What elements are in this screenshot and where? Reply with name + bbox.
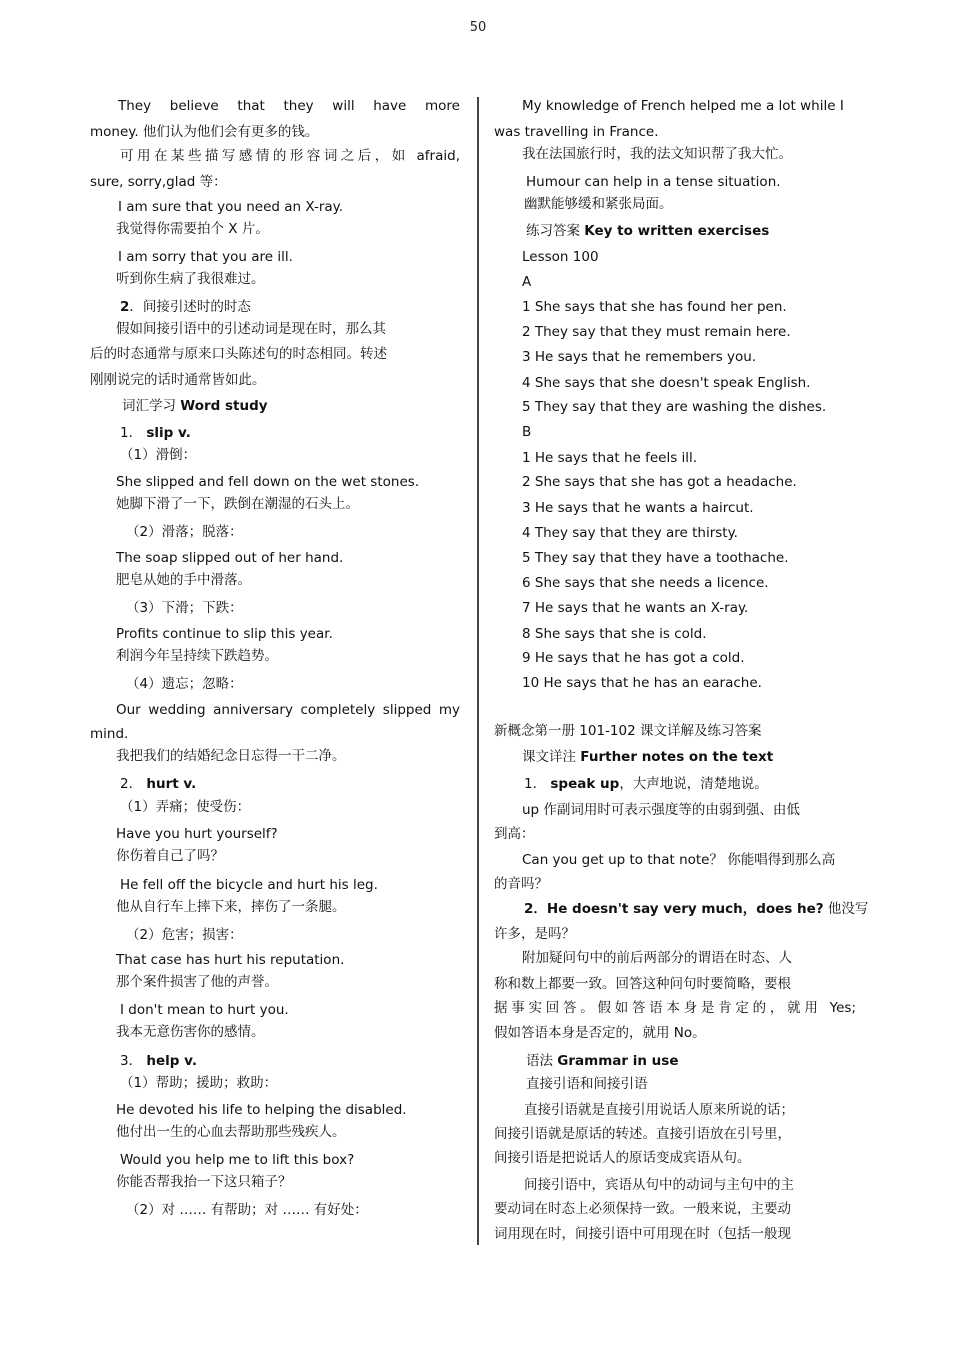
line-text: 间接引语是把说话人的原话变成宾语从句。 — [494, 1150, 751, 1166]
line-text: 附加疑问句中的前后两部分的谓语在时态、人 — [522, 950, 792, 966]
line-text: 词用现在时，间接引语中可用现在时（包括一般现 — [494, 1226, 791, 1242]
text-line — [120, 798, 250, 816]
line-text: 7 He says that he wants an X-ray. — [522, 600, 749, 616]
line-text: （1）滑倒： — [120, 447, 197, 463]
text-line — [494, 1225, 791, 1243]
text-line — [120, 1151, 354, 1169]
text-line — [522, 145, 792, 163]
line-text: I am sorry that you are ill. — [118, 249, 293, 265]
line-tail: ，大声地说，清楚地说。 — [619, 776, 768, 792]
text-line — [524, 775, 768, 793]
text-line — [126, 523, 243, 541]
line-text: Would you help me to lift this box? — [120, 1152, 355, 1168]
line-text: 4 They say that they are thirsty. — [522, 525, 738, 541]
page-number: 50 — [469, 20, 487, 35]
text-line — [522, 649, 745, 667]
text-line — [120, 1001, 289, 1019]
text-line — [116, 1023, 265, 1041]
text-line — [494, 1149, 751, 1167]
line-text: I don't mean to hurt you. — [120, 1002, 289, 1018]
line-text: 5 They say that they have a toothache. — [522, 550, 789, 566]
line-text: 4 She says that she doesn't speak English. — [522, 375, 811, 391]
text-line — [116, 625, 333, 643]
text-line — [522, 674, 762, 692]
line-text: 幽默能够缓和紧张局面。 — [524, 196, 673, 212]
line-text: mind. — [90, 726, 129, 742]
line-text: They believe that they will have more — [118, 98, 460, 114]
line-text: 1 He says that he feels ill. — [522, 450, 698, 466]
line-text: 1． — [120, 425, 147, 441]
text-line — [522, 851, 835, 869]
line-text: Can you get up to that note？ 你能唱得到那么高 — [522, 852, 836, 868]
text-line — [494, 999, 856, 1017]
text-line — [494, 123, 659, 141]
line-text: 8 She says that she is cold. — [522, 626, 707, 642]
line-text: sure, sorry,glad 等： — [90, 174, 227, 190]
line-text: 利润今年呈持续下跌趋势。 — [116, 648, 278, 664]
line-text: 我把我们的结婚纪念日忘得一干二净。 — [116, 748, 346, 764]
line-text: 课文详注 — [522, 749, 581, 765]
text-line — [90, 725, 128, 743]
section-number: 2 — [120, 299, 130, 315]
text-line — [120, 1052, 197, 1070]
bold-heading: slip v. — [146, 425, 191, 441]
text-line — [522, 273, 531, 291]
text-line — [118, 198, 343, 216]
line-text: She slipped and fell down on the wet stones. — [116, 474, 420, 490]
line-text: was travelling in France. — [494, 124, 659, 140]
text-line — [494, 875, 548, 893]
text-line — [120, 876, 378, 894]
line-text: 到高： — [494, 826, 535, 842]
line-text: 2． — [120, 776, 147, 792]
text-line — [120, 147, 460, 165]
line-text: He devoted his life to helping the disabled. — [116, 1102, 407, 1118]
bold-heading: Further notes on the text — [580, 749, 774, 765]
line-text: （1）帮助；援助；救助： — [120, 1075, 278, 1091]
text-line — [116, 898, 346, 916]
text-line — [522, 801, 800, 819]
text-line — [522, 398, 826, 416]
bold-heading: Word study — [180, 398, 268, 414]
line-text: 那个案件损害了他的声誉。 — [116, 974, 278, 990]
text-line — [120, 298, 251, 316]
line-tail: 他没写 — [823, 901, 869, 917]
text-line — [522, 748, 773, 766]
text-line — [524, 195, 673, 213]
text-line — [522, 423, 531, 441]
line-text: money. 他们认为他们会有更多的钱。 — [90, 124, 319, 140]
line-text: 练习答案 — [526, 223, 585, 239]
text-line — [494, 1125, 791, 1143]
line-text: （3）下滑；下跌： — [126, 600, 243, 616]
text-line — [522, 599, 748, 617]
text-line — [522, 374, 810, 392]
text-line — [522, 248, 599, 266]
line-text: 2 She says that she has got a headache. — [522, 474, 797, 490]
text-line — [116, 320, 386, 338]
bold-term: speak up — [550, 776, 620, 792]
line-text: 的音吗？ — [494, 876, 548, 892]
line-text: 他付出一生的心血去帮助那些残疾人。 — [116, 1124, 346, 1140]
text-line — [524, 1176, 794, 1194]
line-text: 假如答语本身是否定的，就用 No。 — [494, 1025, 706, 1041]
line-text: 直接引语就是直接引用说话人原来所说的话； — [524, 1102, 794, 1118]
text-line — [120, 424, 191, 442]
text-line — [526, 1052, 679, 1070]
text-line — [116, 220, 269, 238]
line-text: ．间接引述时的时态 — [129, 299, 251, 315]
line-text: 9 He says that he has got a cold. — [522, 650, 745, 666]
text-line — [118, 97, 460, 115]
text-line — [522, 625, 707, 643]
bold-heading: Key to written exercises — [584, 223, 770, 239]
line-text: 你能否帮我抬一下这只箱子？ — [116, 1174, 292, 1190]
line-text: B — [522, 424, 532, 440]
text-line — [90, 371, 266, 389]
text-line — [522, 97, 844, 115]
text-line — [522, 298, 787, 316]
line-text: The soap slipped out of her hand. — [116, 550, 344, 566]
line-text: Lesson 100 — [522, 249, 599, 265]
line-text: He fell off the bicycle and hurt his leg. — [120, 877, 378, 893]
line-text: 我觉得你需要拍个 X 片。 — [116, 221, 269, 237]
line-text: 我本无意伤害你的感情。 — [116, 1024, 265, 1040]
text-line — [116, 825, 278, 843]
text-line — [116, 473, 419, 491]
text-line — [524, 1101, 794, 1119]
text-line — [522, 449, 697, 467]
text-line — [522, 949, 792, 967]
line-text: My knowledge of French helped me a lot while I — [522, 98, 844, 114]
line-text: （2）危害；损害： — [126, 927, 243, 943]
text-line — [522, 524, 738, 542]
line-text: 10 He says that he has an earache. — [522, 675, 762, 691]
text-line — [126, 599, 243, 617]
line-text: 许多，是吗？ — [494, 926, 575, 942]
line-text: Have you hurt yourself? — [116, 826, 278, 842]
text-line — [116, 973, 278, 991]
line-text: That case has hurt his reputation. — [116, 952, 345, 968]
line-text: I am sure that you need an X-ray. — [118, 199, 344, 215]
line-text: 称和数上都要一致。回答这种问句时要简略，要根 — [494, 976, 791, 992]
line-text: 3 He says that he remembers you. — [522, 349, 757, 365]
text-line — [116, 549, 343, 567]
line-text: 他从自行车上摔下来，摔伤了一条腿。 — [116, 899, 346, 915]
line-text: （4）遗忘；忽略： — [126, 676, 243, 692]
line-text: 5 They say that they are washing the dishes. — [522, 399, 827, 415]
text-line — [118, 248, 293, 266]
text-line — [522, 473, 797, 491]
text-line — [522, 323, 791, 341]
line-text: 你伤着自己了吗？ — [116, 848, 224, 864]
line-text: 2 They say that they must remain here. — [522, 324, 791, 340]
bold-heading: hurt v. — [146, 776, 197, 792]
text-line — [526, 173, 781, 191]
line-text: 可用在某些描写感情的形容词之后，如 afraid, — [120, 148, 460, 164]
text-line — [494, 1024, 706, 1042]
text-line — [526, 222, 769, 240]
text-line — [90, 345, 387, 363]
line-text: （1）弄痛；使受伤： — [120, 799, 251, 815]
line-text: （2）对 …… 有帮助；对 …… 有好处： — [126, 1202, 368, 1218]
text-line — [126, 926, 243, 944]
line-text: 词汇学习 — [122, 398, 181, 414]
line-text: 间接引语就是原话的转述。直接引语放在引号里， — [494, 1126, 791, 1142]
line-text: 语法 — [526, 1053, 558, 1069]
bold-heading: help v. — [146, 1053, 197, 1069]
text-line — [90, 123, 318, 141]
text-line — [522, 499, 754, 517]
text-line — [126, 675, 243, 693]
text-line — [116, 571, 251, 589]
text-line — [116, 951, 344, 969]
line-text: A — [522, 274, 532, 290]
text-line — [120, 1074, 277, 1092]
line-text: 假如间接引语中的引述动词是现在时，那么其 — [116, 321, 386, 337]
line-text: up 作副词用时可表示强度等的由弱到强、由低 — [522, 802, 800, 818]
text-line — [116, 847, 224, 865]
line-text: （2）滑落；脱落： — [126, 524, 243, 540]
text-line — [494, 1200, 791, 1218]
line-text: 1 She says that she has found her pen. — [522, 299, 787, 315]
text-line — [522, 574, 769, 592]
text-line — [122, 397, 268, 415]
text-line — [116, 747, 346, 765]
line-text: 要动词在时态上必须保持一致。一般来说，主要动 — [494, 1201, 791, 1217]
text-line — [526, 1075, 648, 1093]
text-line — [494, 975, 791, 993]
text-line — [116, 701, 460, 719]
line-text: 肥皂从她的手中滑落。 — [116, 572, 251, 588]
text-line — [116, 270, 265, 288]
text-line — [90, 173, 227, 191]
text-line — [116, 495, 359, 513]
bold-term: 2．He doesn't say very much，does he? — [524, 901, 824, 917]
text-line — [522, 549, 789, 567]
line-text: 听到你生病了我很难过。 — [116, 271, 265, 287]
bold-heading: Grammar in use — [557, 1053, 679, 1069]
line-text: 据事实回答。假如答语本身是肯定的，就用 Yes; — [494, 1000, 856, 1016]
line-text: 6 She says that she needs a licence. — [522, 575, 769, 591]
line-text: 间接引语中，宾语从句中的动词与主句中的主 — [524, 1177, 794, 1193]
text-line — [116, 647, 278, 665]
text-line — [116, 1173, 292, 1191]
text-line — [494, 825, 535, 843]
line-text: Our wedding anniversary completely slipped my — [116, 702, 460, 718]
text-line — [120, 775, 196, 793]
line-text: 直接引语和间接引语 — [526, 1076, 648, 1092]
line-text: 我在法国旅行时，我的法文知识帮了我大忙。 — [522, 146, 792, 162]
line-text: 3 He says that he wants a haircut. — [522, 500, 754, 516]
line-text: 3． — [120, 1053, 147, 1069]
text-line — [522, 348, 756, 366]
line-text: Humour can help in a tense situation. — [526, 174, 781, 190]
text-line — [116, 1101, 407, 1119]
text-line — [126, 1201, 368, 1219]
text-line — [120, 446, 196, 464]
line-text: 刚刚说完的话时通常皆如此。 — [90, 372, 266, 388]
text-line — [494, 925, 575, 943]
line-text: 1． — [524, 776, 551, 792]
text-line — [524, 900, 868, 918]
line-text: 后的时态通常与原来口头陈述句的时态相同。转述 — [90, 346, 387, 362]
column-divider — [477, 97, 479, 1245]
line-text: 她脚下滑了一下，跌倒在潮湿的石头上。 — [116, 496, 359, 512]
line-text: Profits continue to slip this year. — [116, 626, 333, 642]
text-line — [494, 722, 762, 740]
text-line — [116, 1123, 346, 1141]
line-text: 新概念第一册 101-102 课文详解及练习答案 — [494, 723, 762, 739]
